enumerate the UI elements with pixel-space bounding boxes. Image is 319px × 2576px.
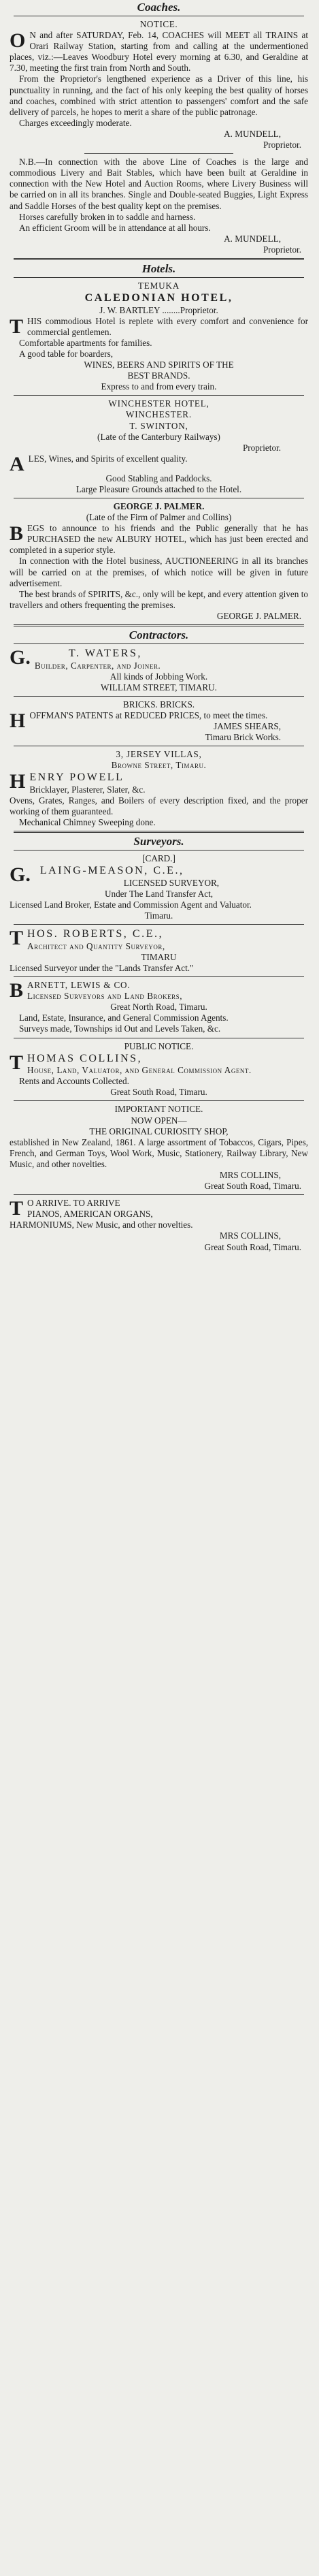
curiosity-open: NOW OPEN— [131, 1115, 187, 1126]
notice-signer: A. MUNDELL, [224, 128, 281, 139]
advertiser-trade: Licensed Surveyors and Land Brokers, [27, 991, 183, 1002]
advertiser-name: LAING-MEASON, C.E., [39, 865, 184, 877]
hotel-name: CALEDONIAN HOTEL, [84, 292, 233, 304]
hotel-description: HIS commodious Hotel is replete with every comfort and convenience for commercial gentlemen. [27, 315, 308, 337]
drop-cap: G. [10, 863, 31, 887]
advertiser-signer: GEORGE J. PALMER. [216, 610, 301, 621]
hotel-table: A good table for boarders, [19, 348, 114, 359]
arrive-line-1: O ARRIVE. TO ARRIVE [27, 1198, 120, 1209]
advertiser-name: HOMAS COLLINS, [27, 1052, 143, 1064]
hotel-express: Express to and from every train. [101, 381, 217, 392]
curiosity-signer: MRS COLLINS, [219, 1169, 281, 1180]
arrive-line-3: HARMONIUMS, New Music, and other novelties. [10, 1220, 193, 1230]
arrive-place: Great South Road, Timaru. [204, 1241, 301, 1252]
notice-paragraph: From the Proprietor's lengthened experience as a Driver of this line, his punctuality in running, and the fact of his only keeping the best quality of horses and coaches, combined with strict attention to passengers' comfort and the safe delivery of parcels, he hopes to merit a share of the public patronage. [10, 74, 308, 117]
divider [14, 924, 304, 925]
drop-cap: B [10, 979, 24, 1002]
ad-curiosity-shop [10, 1104, 308, 1192]
advertiser-name: ENRY POWELL [29, 772, 124, 784]
advertiser-spirits: The best brands of SPIRITS, &c., only will be kept, and every attention given to travellers and others frequenting the premises. [10, 588, 308, 610]
advertiser-auctioneering: In connection with the Hotel business, AUCTIONEERING in all its branches will be carried on at the premises, of which notice will be given in future advertisement. [10, 556, 308, 588]
drop-cap: H [10, 770, 26, 793]
drop-cap: B [10, 522, 24, 545]
advertiser-street: Browne Street, Timaru. [111, 760, 207, 771]
advertiser-address: WILLIAM STREET, TIMARU. [101, 682, 217, 693]
advertiser-address: 3, JERSEY VILLAS, [116, 749, 202, 760]
advertiser-place: Timaru. [144, 910, 173, 921]
notice-heading: IMPORTANT NOTICE. [114, 1104, 203, 1115]
advertiser-sweeping: Mechanical Chimney Sweeping done. [19, 817, 156, 828]
notice-nb: N.B.—In connection with the above Line of Coaches is the large and commodious Livery and Bait Stables, which have been built at Geraldine in connection with the New Hotel and Auction Rooms, where Livery Business will be carried on in all its branches. Single and Double-seated Buggies, Light Express and Saddle Horses of the best quality kept on the premises. [10, 157, 308, 211]
hotel-stabling: Good Stabling and Paddocks. [105, 473, 212, 483]
advertiser-address: Great North Road, Timaru. [110, 1002, 207, 1013]
advertiser-surveys: Surveys made, Townships id Out and Levels Taken, &c. [19, 1023, 221, 1034]
notice-heading: PUBLIC NOTICE. [124, 1040, 194, 1051]
hotel-role: Proprietor. [242, 442, 281, 453]
bricks-place: Timaru Brick Works. [205, 732, 281, 743]
curiosity-place: Great South Road, Timaru. [204, 1181, 301, 1192]
drop-cap: T [10, 1197, 24, 1220]
advertiser-name: ARNETT, LEWIS & CO. [27, 980, 131, 991]
divider [14, 1194, 304, 1195]
advertiser-address: Great South Road, Timaru. [110, 1087, 207, 1098]
curiosity-title: THE ORIGINAL CURIOSITY SHOP, [89, 1126, 229, 1136]
ad-to-arrive [10, 1198, 308, 1252]
advertiser-place: TIMARU [141, 951, 177, 962]
divider [14, 696, 304, 697]
notice-charges: Charges exceedingly moderate. [19, 117, 132, 128]
drop-cap: H [10, 709, 26, 732]
section-heading-coaches: Coaches. [137, 1, 181, 14]
advertiser-trade: Builder, Carpenter, and Joiner. [34, 660, 161, 671]
bricks-heading: BRICKS. BRICKS. [122, 699, 195, 710]
notice-heading: NOTICE. [139, 19, 178, 29]
ad-powell [10, 749, 308, 828]
drop-cap: G. [10, 646, 31, 669]
ad-roberts [10, 927, 308, 974]
notice-signer-2-title: Proprietor. [263, 244, 301, 255]
advertiser-agents: Land, Estate, Insurance, and General Commission Agents. [19, 1013, 229, 1023]
hotel-late: (Late of the Canterbury Railways) [97, 431, 220, 442]
divider [14, 1100, 304, 1101]
short-divider [84, 153, 233, 154]
hotel-wines-line-2: BEST BRANDS. [127, 370, 190, 381]
hotel-ales: LES, Wines, and Spirits of excellent quality. [28, 453, 188, 464]
notice-nb-groom: An efficient Groom will be in attendance at all hours. [19, 222, 211, 233]
advertiser-name: T. WATERS, [68, 648, 142, 660]
ad-palmer [10, 501, 308, 622]
ad-coach-notice [10, 19, 308, 255]
advertiser-act: Under The Land Transfer Act, [104, 888, 214, 899]
advertiser-name: HOS. ROBERTS, C.E., [27, 928, 164, 940]
drop-cap: A [10, 452, 24, 475]
bricks-signer: JAMES SHEARS, [214, 721, 281, 731]
drop-cap: T [10, 315, 24, 338]
section-heading-contractors: Contractors. [129, 629, 189, 642]
notice-body: N and after SATURDAY, Feb. 14, COACHES will MEET all TRAINS at Orari Railway Station, starting from and calling at the undermentioned places, viz.:—Leaves Woodbury Hotel every morning at 6.30, and Geraldine at 7.30, meeting the first train from North and South. [10, 30, 308, 74]
divider [14, 258, 304, 260]
drop-cap: T [10, 927, 24, 950]
hotel-place: WINCHESTER. [126, 409, 192, 420]
advertiser-trade: Architect and Quantity Surveyor, [27, 940, 165, 951]
hotel-wines-line-1: WINES, BEERS AND SPIRITS OF THE [84, 360, 234, 370]
advertiser-description: Licensed Land Broker, Estate and Commission Agent and Valuator. [10, 900, 252, 910]
ad-barnett-lewis [10, 980, 308, 1034]
divider [14, 976, 304, 977]
advertiser-jobbing: All kinds of Jobbing Work. [110, 671, 208, 682]
hotel-proprietor: T. SWINTON, [129, 420, 188, 431]
hotel-apartments: Comfortable apartments for families. [19, 337, 152, 348]
hotel-grounds: Large Pleasure Grounds attached to the Hotel. [75, 483, 242, 494]
ad-waters [10, 647, 308, 693]
divider [14, 395, 304, 396]
ad-caledonian-hotel [10, 281, 308, 392]
notice-signer-title: Proprietor. [263, 140, 301, 150]
newspaper-column [0, 1, 319, 2576]
divider [14, 831, 304, 833]
arrive-signer: MRS COLLINS, [219, 1230, 281, 1241]
ad-laing-meason [10, 853, 308, 921]
divider [14, 277, 304, 278]
advertiser-title: LICENSED SURVEYOR, [123, 877, 220, 888]
hotel-place: TEMUKA [137, 280, 180, 291]
ad-bricks [10, 699, 308, 743]
section-heading-surveyors: Surveyors. [133, 835, 184, 848]
notice-nb-horses: Horses carefully broken in to saddle and harness. [19, 211, 196, 222]
drop-cap: O [10, 29, 26, 52]
divider [14, 624, 304, 626]
drop-cap: T [10, 1051, 24, 1074]
arrive-line-2: PIANOS, AMERICAN ORGANS, [27, 1209, 153, 1220]
hotel-name: WINCHESTER HOTEL, [108, 398, 209, 409]
advertiser-rents: Rents and Accounts Collected. [19, 1076, 129, 1087]
bricks-body: OFFMAN'S PATENTS at REDUCED PRICES, to meet the times. [29, 710, 268, 720]
hotel-proprietor: J. W. BARTLEY ........Proprietor. [99, 304, 218, 315]
advertiser-ovens: Ovens, Grates, Ranges, and Boilers of every description fixed, and the proper working of them guaranteed. [10, 795, 308, 817]
advertiser-announcement: EGS to announce to his friends and the Public generally that he has PURCHASED the new ALBURY HOTEL, which has just been erected and completed in a superior style. [10, 523, 308, 556]
curiosity-body: established in New Zealand, 1861. A large assortment of Tobaccos, Cigars, Pipes, French, and German Toys, Wool Work, Music, Stationery, Railway Library, New Music, and other novelties. [10, 1136, 308, 1169]
advertiser-trade: Bricklayer, Plasterer, Slater, &c. [29, 784, 146, 795]
ad-collins-public-notice [10, 1041, 308, 1098]
advertiser-licence: Licensed Surveyor under the "Lands Transfer Act." [10, 962, 194, 973]
section-heading-hotels: Hotels. [141, 261, 176, 275]
ad-winchester-hotel [10, 398, 308, 495]
card-label: [CARD.] [142, 853, 175, 864]
advertiser-trade: House, Land, Valuator, and General Commission Agent. [27, 1065, 252, 1076]
advertiser-late: (Late of the Firm of Palmer and Collins) [86, 512, 232, 523]
advertiser-name: GEORGE J. PALMER. [113, 500, 205, 511]
notice-signer-2: A. MUNDELL, [224, 233, 281, 244]
divider [14, 643, 304, 644]
